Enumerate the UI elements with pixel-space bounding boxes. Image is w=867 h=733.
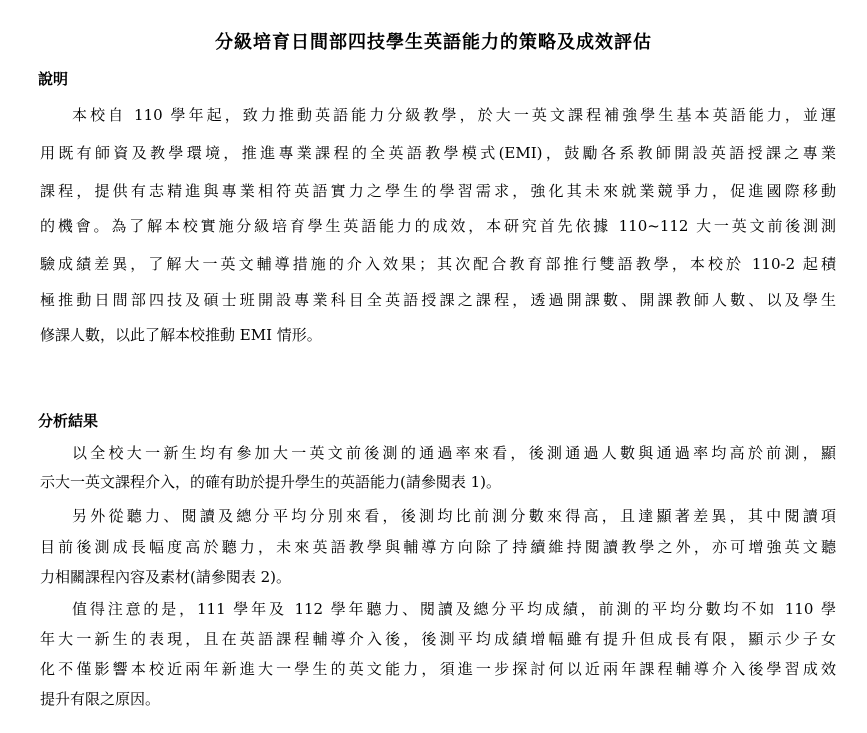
paragraph-line: 提升有限之原因。 (40, 690, 161, 708)
section-heading-results: 分析結果 (38, 412, 99, 430)
paragraph-line: 的機會。為了解本校實施分級培育學生英語能力的成效，本研究首先依據 110~112 大一英文前後測測 (40, 217, 836, 235)
paragraph-line: 示大一英文課程介入，的確有助於提升學生的英語能力(請參閱表 1)。 (40, 473, 502, 491)
section-heading-description: 說明 (38, 70, 69, 88)
paragraph-line: 極推動日間部四技及碩士班開設專業科目全英語授課之課程，透過開課數、開課教師人數、以及學生 (40, 291, 836, 309)
paragraph-line: 以全校大一新生均有參加大一英文前後測的通過率來看，後測通過人數與通過率均高於前測，顯 (72, 444, 836, 462)
paragraph-line: 另外從聽力、閱讀及總分平均分別來看，後測均比前測分數來得高，且達顯著差異，其中閱讀項 (72, 507, 836, 525)
paragraph-line: 目前後測成長幅度高於聽力，未來英語教學與輔導方向除了持續維持閱讀教學之外，亦可增強英文聽 (40, 538, 836, 556)
paragraph-line: 修課人數，以此了解本校推動 EMI 情形。 (40, 326, 322, 344)
paragraph-line: 用既有師資及教學環境，推進專業課程的全英語教學模式(EMI)，鼓勵各系教師開設英語授課之專業 (40, 144, 836, 162)
document-title: 分級培育日間部四技學生英語能力的策略及成效評估 (215, 32, 652, 53)
paragraph-line: 本校自 110 學年起，致力推動英語能力分級教學，於大一英文課程補強學生基本英語能力，並運 (72, 106, 836, 124)
paragraph-line: 化不僅影響本校近兩年新進大一學生的英文能力，須進一步探討何以近兩年課程輔導介入後學習成效 (40, 660, 836, 678)
paragraph-line: 年大一新生的表現，且在英語課程輔導介入後，後測平均成績增幅雖有提升但成長有限，顯示少子女 (40, 630, 836, 648)
paragraph-line: 課程，提供有志精進與專業相符英語實力之學生的學習需求，強化其未來就業競爭力，促進國際移動 (40, 182, 836, 200)
paragraph-line: 值得注意的是，111 學年及 112 學年聽力、閱讀及總分平均成績，前測的平均分數均不如 110 學 (72, 600, 836, 618)
paragraph-line: 力相關課程內容及素材(請參閱表 2)。 (40, 568, 292, 586)
paragraph-line: 驗成績差異，了解大一英文輔導措施的介入效果；其次配合教育部推行雙語教學，本校於 110-2 起積 (40, 255, 836, 273)
